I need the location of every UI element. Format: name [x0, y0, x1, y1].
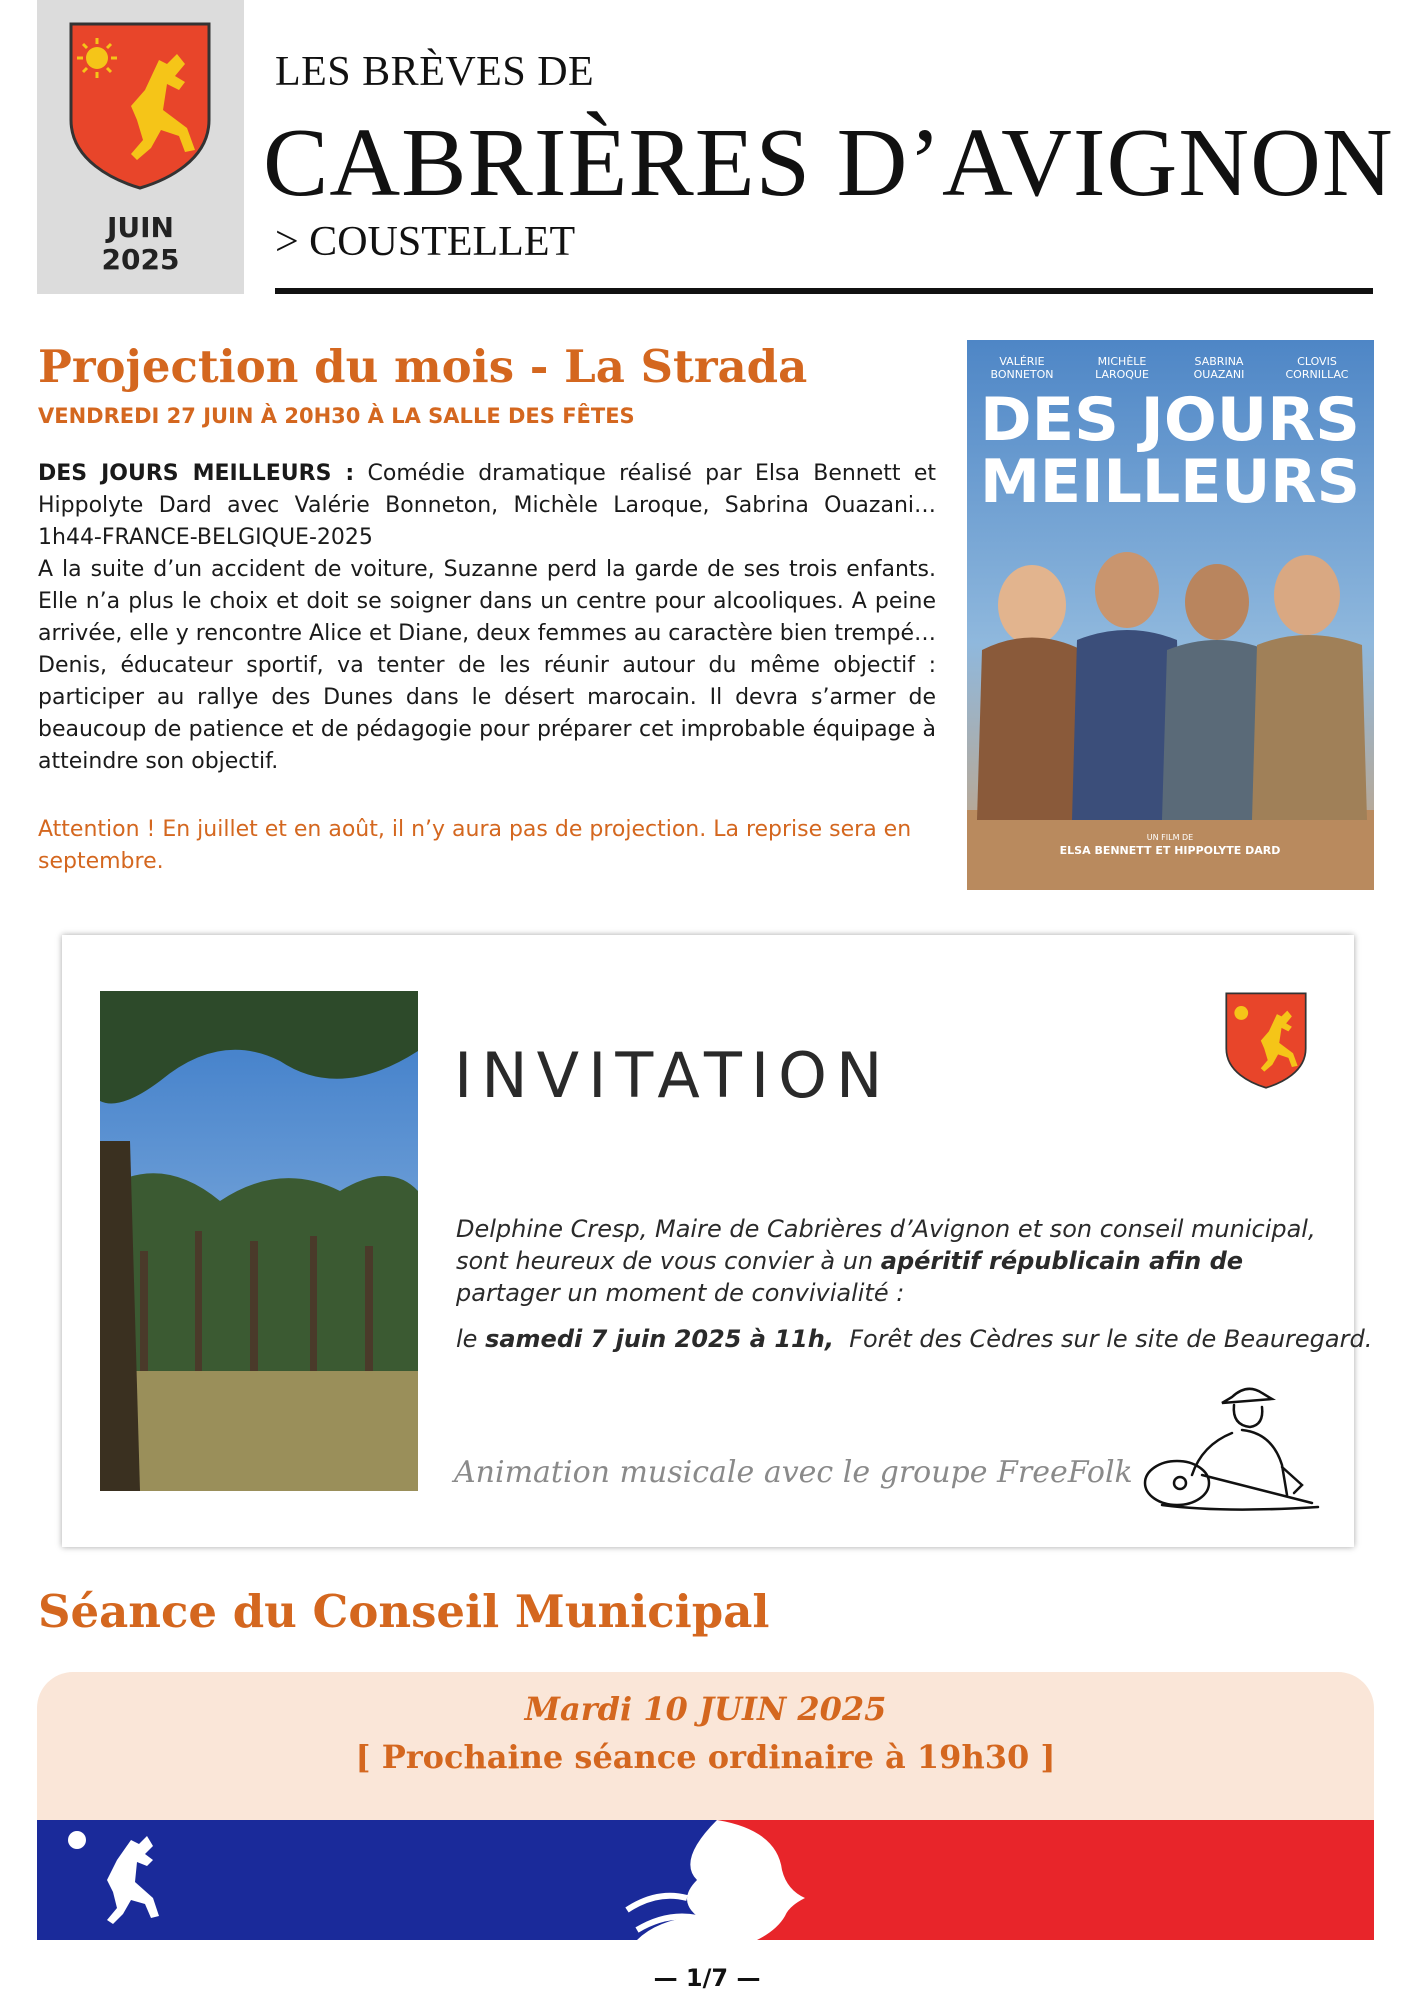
projection-date: VENDREDI 27 JUIN À 20H30 À LA SALLE DES FÊTES	[38, 404, 635, 428]
issue-year: 2025	[101, 243, 180, 276]
newsletter-title: CABRIÈRES D’AVIGNON	[263, 109, 1394, 217]
svg-text:MEILLEURS: MEILLEURS	[980, 447, 1360, 517]
conseil-box	[37, 1672, 1374, 1820]
guitarist-icon	[1122, 1375, 1322, 1515]
forest-photo	[100, 991, 418, 1491]
film-synopsis: A la suite d’un accident de voiture, Suzanne perd la garde de ses trois enfants. Elle n’a plus le choix et doit se soigner dans un centre pour alcooliques. A peine arrivée, elle y rencontre Alice et Diane, deux femmes au caractère bien trempé… Denis, éducateur sportif, va tenter de les réunir autour du même objectif : participer au rallye des Dunes dans le désert marocain. Il devra s’armer de beaucoup de patience et de pédagogie pour préparer cet improbable équipage à atteindre son objectif.	[38, 557, 936, 774]
svg-text:SABRINA: SABRINA	[1194, 355, 1244, 368]
issue-month: JUIN	[106, 211, 174, 244]
page-number: — 1/7 —	[653, 1964, 761, 1992]
svg-text:BONNETON: BONNETON	[990, 368, 1054, 381]
svg-text:CLOVIS: CLOVIS	[1297, 355, 1337, 368]
projection-description	[38, 458, 936, 778]
republic-banner	[37, 1820, 1374, 1940]
invitation-music: Animation musicale avec le groupe FreeFolk	[454, 1455, 1133, 1490]
poster-title: DES JOURS	[980, 385, 1360, 455]
invitation-place: Forêt des Cèdres sur le site de Beauregard.	[833, 1325, 1373, 1353]
month-box	[37, 0, 244, 294]
invitation-date: le samedi 7 juin 2025 à 11h, Forêt des Cèdres sur le site de Beauregard.	[456, 1325, 1373, 1353]
svg-text:UN FILM DE: UN FILM DE	[1146, 833, 1194, 842]
newsletter-subtitle: > COUSTELLET	[275, 219, 576, 265]
film-intro: Comédie dramatique réalisé par Elsa Bennett et Hippolyte Dard avec Valérie Bonneton, Michèle Laroque, Sabrina Ouazani… 1h44-FRANCE-BELGIQUE-2025	[38, 461, 936, 550]
crest-icon	[1224, 991, 1308, 1089]
conseil-date: Mardi 10 JUIN 2025	[524, 1690, 887, 1728]
svg-text:ELSA BENNETT ET HIPPOLYTE DARD: ELSA BENNETT ET HIPPOLYTE DARD	[1059, 844, 1281, 857]
film-name: DES JOURS MEILLEURS :	[38, 461, 355, 486]
invitation-title: INVITATION	[454, 1039, 892, 1112]
conseil-next-session: [ Prochaine séance ordinaire à 19h30 ]	[355, 1738, 1056, 1776]
projection-note: Attention ! En juillet et en août, il n’y aura pas de projection. La reprise sera en septembre.	[38, 817, 912, 874]
invitation-card	[62, 935, 1373, 1547]
invitation-text: Delphine Cresp, Maire de Cabrières d’Avignon et son conseil municipal, sont heureux de vous convier à un apéritif républicain afin de partager un moment de convivialité :	[456, 1215, 1316, 1307]
crest-icon	[67, 20, 213, 190]
header-divider	[275, 288, 1373, 294]
poster-actor-1: VALÉRIE	[999, 355, 1045, 368]
newsletter-kicker: LES BRÈVES DE	[275, 49, 595, 95]
svg-text:CORNILLAC: CORNILLAC	[1285, 368, 1349, 381]
projection-title: Projection du mois - La Strada	[38, 340, 808, 393]
conseil-title: Séance du Conseil Municipal	[38, 1585, 770, 1638]
svg-text:LAROQUE: LAROQUE	[1095, 368, 1149, 381]
invitation-event: apéritif républicain afin de	[880, 1247, 1244, 1275]
film-poster	[967, 340, 1374, 890]
svg-text:OUAZANI: OUAZANI	[1193, 368, 1245, 381]
svg-text:MICHÈLE: MICHÈLE	[1097, 355, 1147, 368]
